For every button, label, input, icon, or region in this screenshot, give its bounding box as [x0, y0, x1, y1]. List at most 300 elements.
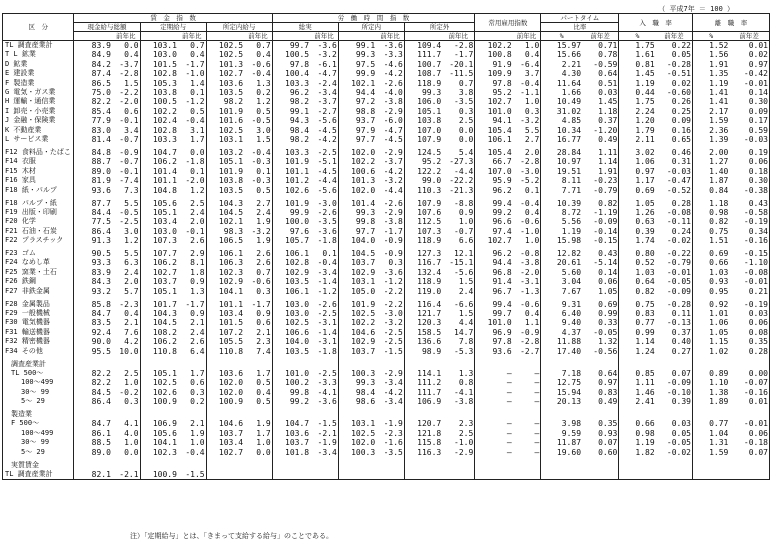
table-cell: -4.0 — [383, 88, 403, 98]
table-cell: 1.7 — [190, 135, 205, 145]
header-cash-earnings: 現金給与総額 — [74, 23, 140, 32]
table-cell: 0.19 — [748, 147, 768, 157]
table-cell — [541, 461, 582, 470]
table-cell: 9.40 — [541, 318, 582, 327]
header-parttime-ratio: 比率 — [541, 23, 619, 32]
table-cell: -0.13 — [666, 318, 691, 328]
header-yoy: 前年比 — [376, 32, 404, 41]
table-cell: 0.97 — [748, 59, 768, 69]
table-cell — [112, 461, 140, 470]
table-cell: 107.0 — [475, 167, 513, 176]
table-cell: 0.49 — [598, 135, 618, 145]
table-cell: 91.4 — [475, 277, 513, 286]
table-cell — [729, 410, 769, 419]
table-cell: 120.3 — [404, 318, 442, 327]
header-parttime: パートタイム — [541, 14, 619, 23]
table-cell: 81.4 — [74, 135, 112, 144]
row-label: F32 精密機器 — [5, 337, 50, 346]
table-cell — [513, 470, 541, 480]
table-row — [3, 69, 770, 78]
table-cell: 85.8 — [74, 300, 112, 309]
table-cell: 90.0 — [74, 337, 112, 346]
table-cell: 107.3 — [140, 236, 178, 245]
table-cell: 99.8 — [272, 388, 310, 397]
index-table — [2, 13, 770, 480]
table-cell: 1.0 — [524, 236, 540, 246]
table-cell: 0.5 — [256, 185, 271, 195]
table-cell: 93.7 — [338, 116, 376, 125]
table-cell: 106.3 — [206, 258, 244, 267]
table-cell: 102.7 — [140, 268, 178, 277]
table-cell — [513, 461, 541, 470]
table-cell: 102.9 — [338, 268, 376, 277]
table-cell: -0.01 — [743, 419, 768, 429]
table-cell: -1.10 — [743, 258, 768, 268]
table-cell: 83.9 — [74, 41, 112, 51]
table-cell: 1.7 — [256, 428, 271, 438]
table-cell: 89.0 — [74, 167, 112, 176]
header-section: 区 分 — [3, 14, 74, 41]
header-yoy: 前年比 — [244, 32, 272, 41]
table-cell: 1.7 — [190, 368, 205, 378]
table-cell: 100.3 — [338, 448, 376, 457]
table-cell: 87.7 — [74, 199, 112, 208]
header-scheduled-earnings: 所定内給与 — [206, 23, 272, 32]
table-cell: 102.3 — [140, 448, 178, 457]
table-cell: 2.3 — [256, 337, 271, 347]
table-cell: 84.8 — [74, 148, 112, 157]
table-cell: 0.24 — [671, 226, 691, 236]
table-cell: 98.2 — [272, 97, 310, 106]
table-cell: 8.11 — [541, 176, 582, 185]
row-label: 製造業 — [11, 410, 32, 419]
table-cell: -3.4 — [383, 378, 403, 388]
row-label: I 卸売・小売業 — [5, 106, 56, 115]
table-cell: -1.19 — [593, 207, 618, 217]
table-cell: -3.0 — [520, 166, 540, 176]
table-cell: 0.69 — [598, 299, 618, 309]
table-cell: 2.5 — [458, 428, 474, 438]
table-cell: 77.9 — [74, 116, 112, 125]
table-cell: 1.56 — [693, 50, 730, 59]
table-cell — [729, 470, 769, 480]
table-cell: 4.0 — [124, 428, 139, 438]
table-cell: 84.3 — [74, 277, 112, 286]
table-cell: 0.06 — [598, 277, 618, 287]
table-cell: -0.79 — [666, 258, 691, 268]
table-cell: 0.40 — [671, 337, 691, 347]
table-cell: -0.60 — [666, 88, 691, 98]
table-row — [3, 287, 770, 296]
table-cell: 101.2 — [272, 176, 310, 185]
unit — [272, 32, 310, 41]
table-cell: 102.7 — [475, 97, 513, 106]
row-label: F 500～ — [11, 419, 40, 428]
table-cell: 1.10 — [693, 378, 730, 387]
table-cell: -3.2 — [520, 116, 540, 126]
table-cell: – — [534, 397, 540, 407]
table-cell: 0.5 — [256, 397, 271, 407]
row-label: F22 プラスチック — [5, 236, 64, 245]
table-cell: 2.3 — [458, 419, 474, 429]
table-cell: -0.4 — [185, 116, 205, 126]
header-separation-rate: 離 職 率 — [693, 14, 770, 32]
table-cell: 107.9 — [404, 199, 442, 208]
row-label: F25 窯業・土石 — [5, 267, 57, 276]
table-cell — [140, 410, 178, 419]
table-cell: -0.59 — [593, 59, 618, 69]
table-cell: 3.1 — [190, 125, 205, 135]
table-cell: -3.0 — [317, 198, 337, 208]
row-label: H 運輸・通信業 — [5, 97, 56, 106]
table-cell: 0.1 — [524, 185, 540, 195]
table-cell: 0.69 — [619, 186, 656, 195]
table-cell: – — [475, 438, 513, 447]
table-cell: -0.15 — [743, 249, 768, 259]
table-cell: 10.0 — [119, 346, 139, 356]
table-cell: -2.5 — [317, 368, 337, 378]
table-cell: – — [534, 387, 540, 397]
table-cell — [442, 461, 475, 470]
table-cell: 99.3 — [404, 88, 442, 97]
table-row — [3, 157, 770, 166]
table-cell: -3.4 — [317, 267, 337, 277]
table-cell: 0.37 — [598, 116, 618, 126]
table-cell: -2.2 — [383, 286, 403, 296]
table-cell: 1.0 — [190, 438, 205, 448]
table-cell: 116.4 — [404, 300, 442, 309]
table-cell — [582, 410, 619, 419]
table-cell: 0.69 — [693, 249, 730, 258]
table-cell: 1.9 — [256, 217, 271, 227]
table-cell: -0.15 — [593, 236, 618, 246]
table-cell: 4.2 — [124, 337, 139, 347]
table-cell: 86.5 — [74, 79, 112, 88]
table-row — [3, 419, 770, 428]
table-cell: -3.5 — [317, 217, 337, 227]
table-cell: 84.2 — [74, 60, 112, 69]
table-cell: 0.99 — [598, 308, 618, 318]
table-cell: 1.87 — [693, 176, 730, 185]
table-cell: 100.2 — [272, 378, 310, 387]
table-cell: 0.1 — [190, 88, 205, 98]
table-cell: -0.56 — [593, 346, 618, 356]
table-cell: 158.5 — [404, 328, 442, 337]
table-row — [3, 60, 770, 69]
table-cell: 0.7 — [256, 267, 271, 277]
table-cell: 99.7 — [272, 41, 310, 51]
table-cell: 0.97 — [619, 167, 656, 176]
header-diff: 前年差 — [729, 32, 769, 41]
table-cell: 1.0 — [524, 97, 540, 107]
table-cell: – — [534, 368, 540, 378]
table-row — [3, 41, 770, 51]
table-row — [3, 126, 770, 135]
table-cell: -0.1 — [119, 166, 139, 176]
table-cell: -0.7 — [119, 135, 139, 145]
table-cell: 3.8 — [458, 88, 474, 98]
row-label: TL 500～ — [11, 368, 44, 377]
table-cell: 1.05 — [598, 286, 618, 296]
table-cell: 2.4 — [124, 267, 139, 277]
table-cell — [656, 410, 693, 419]
table-cell: 98.8 — [338, 107, 376, 116]
table-cell: 102.9 — [206, 277, 244, 286]
table-cell: 1.8 — [190, 267, 205, 277]
table-row — [3, 50, 770, 59]
table-cell: 98.4 — [338, 388, 376, 397]
table-cell: 101.7 — [140, 300, 178, 309]
row-label: F 製造業 — [5, 78, 35, 87]
table-cell: -0.6 — [520, 299, 540, 309]
row-label: F14 衣服 — [5, 157, 36, 166]
table-cell — [310, 470, 338, 480]
table-cell: 66.7 — [475, 157, 513, 166]
table-cell: 0.65 — [671, 135, 691, 145]
table-cell: – — [475, 378, 513, 387]
table-cell: 1.0 — [458, 217, 474, 227]
table-cell: -2.5 — [317, 147, 337, 157]
table-cell: 4.37 — [541, 328, 582, 337]
table-cell: 103.4 — [206, 309, 244, 318]
table-cell: 88.7 — [74, 157, 112, 166]
table-cell: 84.5 — [74, 388, 112, 397]
table-cell: 0.35 — [748, 337, 768, 347]
row-label: L サービス業 — [5, 135, 49, 144]
table-cell: 0.93 — [693, 277, 730, 286]
table-cell: 101.0 — [475, 318, 513, 327]
table-cell: 105.1 — [206, 157, 244, 166]
table-cell: 101.9 — [272, 199, 310, 208]
table-cell: 98.4 — [272, 126, 310, 135]
table-cell — [272, 470, 310, 480]
table-cell: 2.4 — [190, 207, 205, 217]
table-cell: 11.87 — [541, 438, 582, 447]
table-cell: 103.8 — [206, 176, 244, 185]
table-cell: 2.5 — [458, 116, 474, 126]
table-cell: 1.5 — [458, 277, 474, 287]
table-cell: -3.3 — [317, 378, 337, 388]
table-cell: 111.2 — [404, 378, 442, 387]
table-cell: 12.1 — [454, 249, 474, 259]
table-cell: 99.9 — [272, 208, 310, 217]
table-cell: 4.30 — [541, 69, 582, 78]
table-cell: 0.64 — [619, 277, 656, 286]
table-cell: 107.2 — [206, 328, 244, 337]
table-row — [3, 236, 770, 245]
table-cell: 101.6 — [206, 116, 244, 125]
table-row — [3, 438, 770, 447]
table-cell: 98.3 — [206, 227, 244, 236]
table-cell: 0.7 — [256, 41, 271, 50]
table-cell: 1.01 — [693, 309, 730, 318]
table-cell: 1.2 — [190, 185, 205, 195]
table-cell: 4.1 — [124, 419, 139, 429]
table-cell: 0.83 — [598, 387, 618, 397]
table-cell: 105.6 — [140, 429, 178, 438]
table-cell: 87.4 — [74, 69, 112, 78]
table-cell: -2.6 — [317, 299, 337, 309]
table-cell: 1.04 — [693, 429, 730, 438]
table-cell: -2.7 — [520, 346, 540, 356]
table-cell: -0.5 — [119, 207, 139, 217]
table-cell: -0.8 — [520, 249, 540, 259]
table-cell: 19.51 — [541, 167, 582, 176]
table-cell: 105.4 — [475, 126, 513, 135]
table-cell: 99.3 — [338, 208, 376, 217]
table-cell: 0.93 — [598, 428, 618, 438]
table-cell: 94.4 — [475, 258, 513, 267]
table-cell: -0.19 — [743, 217, 768, 227]
table-cell: 0.43 — [748, 198, 768, 208]
table-cell: 2.0 — [190, 217, 205, 227]
table-cell: 93.6 — [74, 186, 112, 195]
table-cell: 0.01 — [748, 397, 768, 407]
row-label: TL 調査産業計 — [5, 41, 53, 49]
table-cell: – — [534, 428, 540, 438]
table-cell: 0.01 — [748, 41, 768, 50]
table-cell: – — [475, 397, 513, 406]
table-cell: 0.5 — [256, 106, 271, 116]
table-row — [3, 337, 770, 346]
table-cell: 0.59 — [748, 125, 768, 135]
table-cell — [693, 410, 730, 419]
table-cell: -0.4 — [251, 147, 271, 157]
table-cell: 102.1 — [206, 217, 244, 226]
table-cell: 99.3 — [338, 50, 376, 59]
table-cell: 99.8 — [338, 217, 376, 226]
table-cell — [404, 360, 442, 369]
table-cell: 0.02 — [671, 78, 691, 88]
table-cell: 1.52 — [693, 41, 730, 51]
table-cell: 2.6 — [256, 249, 271, 259]
table-cell: 96.6 — [475, 217, 513, 226]
table-cell: 2.9 — [190, 249, 205, 259]
row-label: F15 木材 — [5, 166, 36, 175]
table-cell: -0.09 — [593, 217, 618, 227]
header-yoy: 前年比 — [112, 32, 140, 41]
table-cell: -0.3 — [251, 157, 271, 167]
table-cell: -1.0 — [454, 438, 474, 448]
table-cell: 0.7 — [190, 41, 205, 50]
table-cell: 102.0 — [206, 388, 244, 397]
table-cell: 15.66 — [541, 50, 582, 59]
table-cell: 105.4 — [475, 148, 513, 157]
table-cell: 12.82 — [541, 249, 582, 258]
table-cell: 0.07 — [748, 447, 768, 457]
table-cell: 83.5 — [74, 318, 112, 327]
table-cell: 1.11 — [598, 147, 618, 157]
table-cell: 82.2 — [74, 369, 112, 378]
table-cell: 101.1 — [206, 300, 244, 309]
table-cell — [338, 470, 376, 480]
table-cell: -3.2 — [383, 176, 403, 186]
table-cell: 122.2 — [404, 167, 442, 176]
table-cell: -2.0 — [520, 267, 540, 277]
table-row — [3, 309, 770, 318]
table-cell: 110.8 — [206, 347, 244, 356]
table-cell: -3.2 — [317, 50, 337, 60]
table-cell: 5.4 — [458, 147, 474, 157]
table-cell: 3.0 — [124, 226, 139, 236]
table-cell: 102.2 — [338, 157, 376, 166]
header-employment: 常用雇用指数 — [475, 14, 541, 32]
table-cell: 0.4 — [124, 50, 139, 60]
table-cell: 101.5 — [206, 318, 244, 327]
table-cell: -1.7 — [185, 59, 205, 69]
table-cell: -5.6 — [317, 185, 337, 195]
table-cell: -2.9 — [454, 447, 474, 457]
table-cell: 0.6 — [190, 378, 205, 388]
table-cell: 5.56 — [541, 217, 582, 226]
table-cell: -0.02 — [666, 447, 691, 457]
table-cell: 10.97 — [541, 157, 582, 166]
table-cell: 1.75 — [619, 41, 656, 51]
table-cell: -0.7 — [454, 226, 474, 236]
table-cell: -0.9 — [119, 147, 139, 157]
table-cell: -1.5 — [317, 419, 337, 429]
table-cell: -2.2 — [119, 88, 139, 98]
table-row — [3, 328, 770, 337]
table-cell: 1.18 — [693, 199, 730, 208]
table-cell — [206, 360, 244, 369]
table-cell — [475, 360, 513, 369]
table-cell: 0.30 — [748, 176, 768, 186]
table-cell: 102.5 — [338, 429, 376, 438]
table-cell: 100.9 — [140, 397, 178, 406]
table-cell: -4.5 — [317, 166, 337, 176]
table-cell: 1.35 — [693, 69, 730, 78]
row-label: 100～499 — [21, 428, 54, 437]
table-row — [3, 217, 770, 226]
table-cell: 15.94 — [541, 388, 582, 397]
table-cell: 0.07 — [598, 438, 618, 448]
table-cell: 1.2 — [124, 236, 139, 246]
table-cell: 132.4 — [404, 268, 442, 277]
table-cell: 4.4 — [458, 318, 474, 328]
row-label: F34 その他 — [5, 346, 43, 355]
table-cell: 101.9 — [338, 300, 376, 309]
table-cell: 107.7 — [140, 249, 178, 258]
table-cell: 109.9 — [475, 69, 513, 78]
table-cell: 1.14 — [598, 157, 618, 167]
table-cell: 104.1 — [140, 438, 178, 447]
row-label: G 電気・ガス業 — [5, 88, 56, 97]
table-cell: 2.6 — [256, 258, 271, 268]
header-contract-earnings: 定期給与 — [140, 23, 206, 32]
table-cell: 1.3 — [458, 368, 474, 378]
table-cell: 1.17 — [619, 176, 656, 185]
table-cell: 0.34 — [748, 226, 768, 236]
table-cell: 108.7 — [404, 69, 442, 78]
table-cell: -4.5 — [383, 135, 403, 145]
table-cell: 2.0 — [524, 147, 540, 157]
table-cell: 1.7 — [256, 368, 271, 378]
row-label: 5～ 29 — [21, 397, 45, 406]
table-cell: 103.3 — [140, 135, 178, 144]
row-label: F30 電気機器 — [5, 318, 50, 327]
table-cell: -0.28 — [666, 59, 691, 69]
table-cell: -0.08 — [666, 207, 691, 217]
table-cell: 89.0 — [74, 448, 112, 457]
table-cell: 4.85 — [541, 116, 582, 125]
table-cell: 14.7 — [454, 327, 474, 337]
header-yoy: 前年比 — [178, 32, 206, 41]
table-cell — [619, 461, 656, 470]
table-cell: 1.0 — [524, 41, 540, 50]
table-cell: 0.81 — [619, 60, 656, 69]
table-cell: 92.4 — [74, 328, 112, 337]
